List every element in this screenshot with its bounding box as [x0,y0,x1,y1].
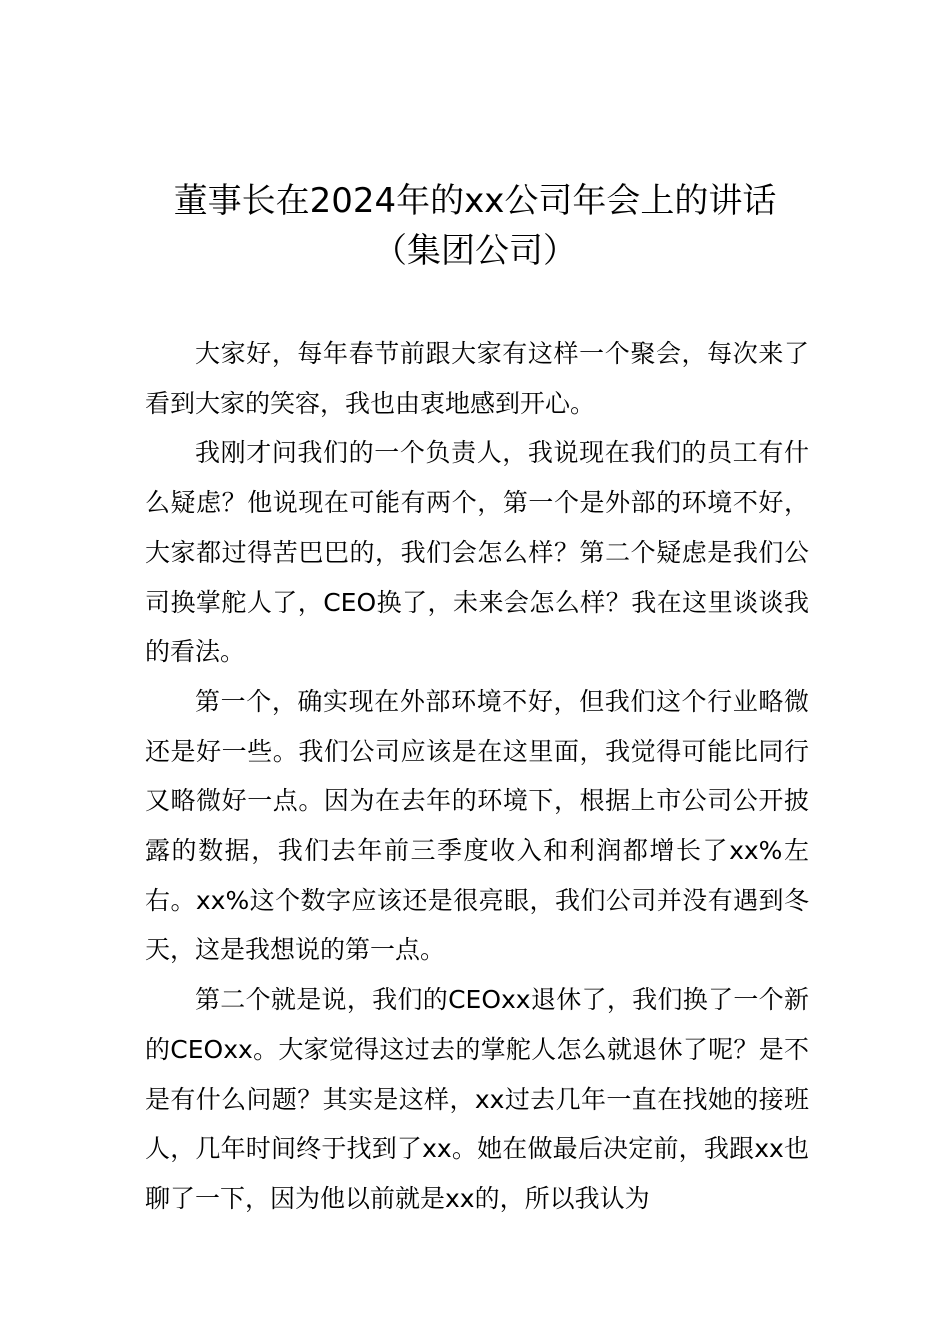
paragraph: 第二个就是说，我们的CEOxx退休了，我们换了一个新的CEOxx。大家觉得这过去的掌舵人怎么就退休了呢？是不是有什么问题？其实是这样，xx过去几年一直在找她的接班人，几年时间终于找到了xx。她在做最后决定前，我跟xx也聊了一下，因为他以前就是xx的，所以我认为 [145,985,809,1213]
title-line-1: 董事长在2024年的xx公司年会上的讲话 [173,181,777,221]
paragraph: 我刚才问我们的一个负责人，我说现在我们的员工有什么疑虑？他说现在可能有两个，第一个是外部的环境不好，大家都过得苦巴巴的，我们会怎么样？第二个疑虑是我们公司换掌舵人了，CEO换了，未来会怎么样？我在这里谈谈我的看法。 [145,438,809,667]
paragraph: 第一个，确实现在外部环境不好，但我们这个行业略微还是好一些。我们公司应该是在这里面，我觉得可能比同行又略微好一点。因为在去年的环境下，根据上市公司公开披露的数据，我们去年前三季度收入和利润都增长了xx%左右。xx%这个数字应该还是很亮眼，我们公司并没有遇到冬天，这是我想说的第一点。 [145,686,809,965]
document-title [100,176,850,276]
paragraph: 大家好，每年春节前跟大家有这样一个聚会，每次来了看到大家的笑容，我也由衷地感到开心。 [145,339,809,418]
title-line-2: （集团公司） [373,231,577,271]
document-body [145,329,809,1224]
